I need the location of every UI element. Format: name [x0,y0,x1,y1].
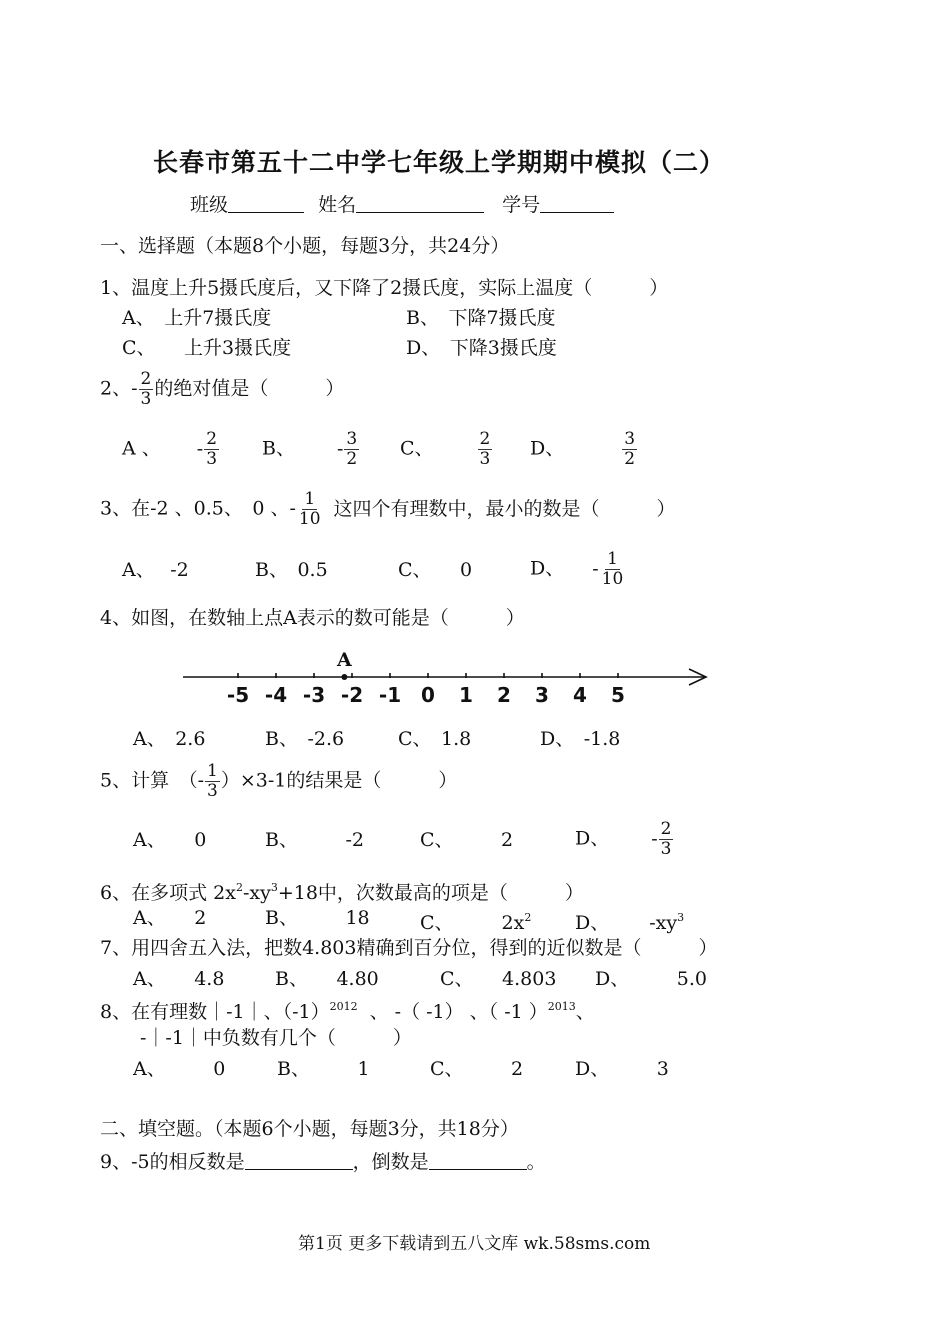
fraction-denominator: 3 [206,449,218,469]
fraction-numerator: 1 [207,761,218,781]
option-value: 2x [501,912,525,934]
option-fraction [659,820,674,859]
student-id-label: 学号 [502,194,541,216]
question-1-stem: 1、温度上升5摄氏度后，又下降了2摄氏度，实际上温度（ ） [100,277,669,299]
option-fraction [600,550,626,589]
question-8-stem-line-2: -｜-1｜中负数有几个（ ） [140,1027,412,1049]
number-line-ticks [227,673,625,707]
question-4-option-b[interactable]: B、 -2.6 [265,728,345,750]
number-line-tick-label: 2 [497,683,511,707]
option-label: B、 [262,437,295,460]
fraction-denominator: 2 [624,449,636,469]
question-8-text-a: 8、在有理数｜-1｜、（-1） [100,1001,330,1023]
question-5-option-b[interactable]: B、 -2 [265,829,364,851]
exponent: 2013 [547,1000,576,1013]
question-5-fraction [205,762,220,801]
question-7-option-d[interactable]: D、 5.0 [595,968,707,990]
number-line-tick-label: -2 [340,683,364,707]
number-line-tick-label: 3 [535,683,549,707]
number-line-tick-label: -5 [226,683,250,707]
question-9-text-b: ，倒数是 [352,1151,429,1173]
question-2-option-a[interactable] [122,430,220,469]
option-label: C、 [420,912,454,934]
option-label: D、 [530,437,565,460]
question-1-option-b[interactable]: B、 下降7摄氏度 [406,307,556,329]
option-label: D、 [530,557,565,580]
question-3-stem [100,490,676,529]
fraction-numerator: 2 [479,429,491,449]
fraction-denominator: 3 [140,389,152,409]
question-2-fraction [139,370,154,409]
question-7-option-a[interactable]: A、 4.8 [133,968,225,990]
student-id-blank[interactable] [540,194,614,213]
fraction-numerator: 1 [304,489,316,509]
fraction-numerator: 2 [206,429,218,449]
question-3-text-a: 3、在-2 、0.5、 0 、- [100,497,296,520]
fraction-numerator: 2 [140,369,152,389]
question-3-option-d[interactable] [530,550,626,589]
question-8-option-d[interactable]: D、 3 [575,1058,669,1080]
question-9-text-c: 。 [526,1151,546,1173]
question-5-text-a: 5、计算 （- [100,769,205,792]
fraction-denominator: 3 [207,781,218,801]
reciprocal-blank[interactable] [429,1151,527,1170]
option-label: D、 [575,912,610,934]
fraction-numerator: 1 [607,549,618,569]
question-1-option-a[interactable]: A、 上升7摄氏度 [122,307,272,329]
point-a-label: A [337,649,352,671]
page-footer: 第1页 更多下载请到五八文库 wk.58sms.com [298,1234,651,1254]
question-1-option-c[interactable]: C、 上升3摄氏度 [122,337,292,359]
option-value: -xy [649,912,678,934]
question-3-option-b[interactable]: B、 0.5 [255,559,328,581]
opposite-number-blank[interactable] [245,1151,353,1170]
question-4-stem: 4、如图，在数轴上点A表示的数可能是（ ） [100,607,525,629]
question-6-option-a[interactable]: A、 2 [133,907,207,929]
question-6-stem [100,876,584,905]
question-3-option-c[interactable]: C、 0 [398,559,473,581]
option-fraction [622,430,637,469]
option-fraction [344,430,359,469]
question-2-option-c[interactable] [400,430,493,469]
question-9-text-a: 9、-5的相反数是 [100,1151,245,1173]
question-8-stem [100,995,595,1024]
question-4-option-a[interactable]: A、 2.6 [133,728,206,750]
section-1-heading: 一、选择题（本题8个小题，每题3分，共24分） [100,235,510,257]
page-title: 长春市第五十二中学七年级上学期期中模拟（二） [153,148,726,177]
question-6-option-d[interactable] [575,906,684,935]
number-line-figure [175,645,715,715]
option-label: C、 [400,437,434,460]
question-6-option-c[interactable] [420,906,531,935]
question-5-option-d[interactable] [575,820,674,859]
question-9-stem [100,1150,546,1174]
name-blank[interactable] [356,194,484,213]
option-sign: - [592,557,599,580]
fraction-numerator: 3 [624,429,636,449]
question-7-option-b[interactable]: B、 4.80 [275,968,379,990]
exponent: 2 [524,911,532,924]
fraction-numerator: 3 [346,429,358,449]
fraction-denominator: 10 [298,509,321,529]
question-8-text-b: 、 -（ -1） 、（ -1 ） [369,1001,548,1023]
question-3-option-a[interactable]: A、 -2 [122,559,189,581]
question-2-stem [100,370,344,409]
question-6-option-b[interactable]: B、 18 [265,907,370,929]
question-5-text-b: ）×3-1的结果是（ ） [220,769,458,792]
number-line-tick-label: 1 [459,683,473,707]
question-8-text-c: 、 [575,1001,595,1023]
number-line-tick-label: -1 [378,683,402,707]
option-label: A 、 [122,437,161,460]
student-info-line [190,193,614,217]
section-2-heading: 二、填空题。（本题6个小题，每题3分，共18分） [100,1118,519,1140]
question-5-option-a[interactable]: A、 0 [133,829,207,851]
number-line-tick-label: 5 [611,683,625,707]
question-2-option-d[interactable] [530,430,638,469]
question-5-option-c[interactable]: C、 2 [420,829,514,851]
fraction-numerator: 2 [660,819,672,839]
question-1-option-d[interactable]: D、 下降3摄氏度 [406,337,557,359]
question-6-text-a: 6、在多项式 2x [100,882,236,904]
number-line-tick-label: -4 [264,683,288,707]
question-6-text-c: +18中，次数最高的项是（ ） [277,882,584,904]
question-8-option-c[interactable]: C、 2 [430,1058,524,1080]
exponent: 2012 [329,1000,358,1013]
option-fraction [478,430,493,469]
option-sign: - [651,827,658,850]
name-label: 姓名 [318,194,357,216]
question-4-option-c[interactable]: C、 1.8 [398,728,472,750]
question-8-option-b[interactable]: B、 1 [277,1058,370,1080]
question-7-stem: 7、用四舍五入法，把数4.803精确到百分位，得到的近似数是（ ） [100,937,718,959]
fraction-denominator: 2 [346,449,358,469]
class-label: 班级 [190,194,229,216]
question-4-option-d[interactable]: D、 -1.8 [540,728,621,750]
point-a-marker [341,674,347,680]
question-3-text-b: 这四个有理数中，最小的数是（ ） [333,497,676,520]
fraction-denominator: 3 [479,449,491,469]
question-2-sign: - [131,377,138,400]
fraction-denominator: 3 [660,839,672,859]
option-sign: - [196,437,204,460]
class-blank[interactable] [228,194,304,213]
question-3-fraction [297,490,323,529]
exponent: 2 [235,881,243,894]
exponent: 3 [677,911,685,924]
option-fraction [204,430,219,469]
question-7-option-c[interactable]: C、 4.803 [440,968,557,990]
fraction-denominator: 10 [601,569,624,589]
number-line-tick-label: -3 [302,683,326,707]
question-6-text-b: -xy [242,882,271,904]
exponent: 3 [270,881,278,894]
option-label: D、 [575,827,610,850]
question-5-stem [100,762,457,801]
question-8-option-a[interactable]: A、 0 [133,1058,226,1080]
number-line-tick-label: 4 [573,683,587,707]
option-sign: - [336,437,344,460]
question-2-text: 的绝对值是（ ） [154,377,345,400]
number-line-tick-label: 0 [421,683,435,707]
question-2-number: 2、 [100,377,132,400]
question-2-option-b[interactable] [262,430,360,469]
